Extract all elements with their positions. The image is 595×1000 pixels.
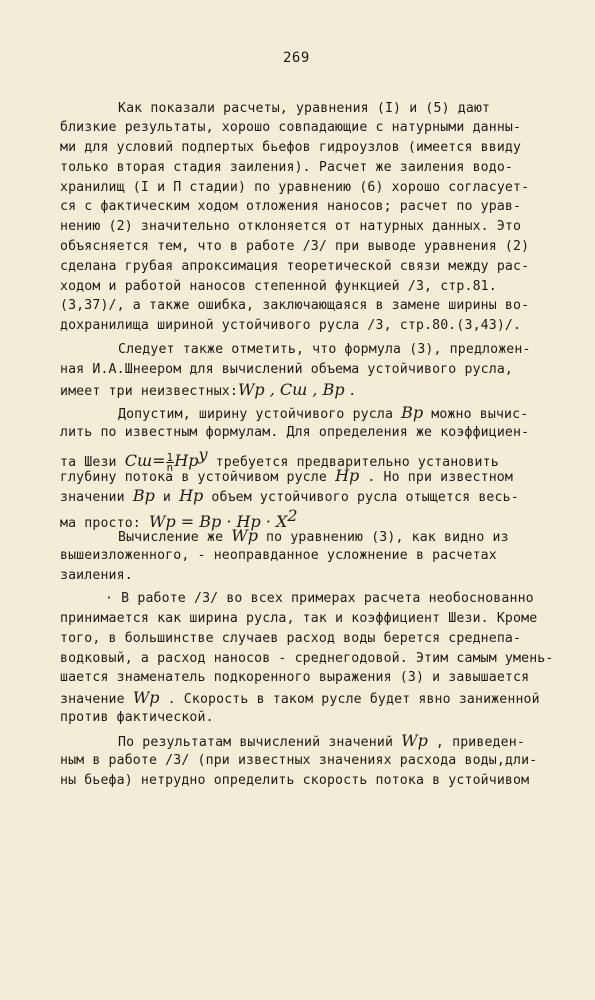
text-line: только вторая стадия заиления). Расчет же заиления водо- — [60, 160, 514, 175]
line-text: ма просто: — [60, 516, 141, 531]
handwritten-variable: Hp — [174, 451, 199, 470]
line-text: требуется предварительно установить — [215, 455, 499, 470]
text-line: близкие результаты, хорошо совпадающие с натурными данны- — [60, 120, 522, 135]
handwritten-variable: Bp — [401, 403, 424, 422]
line-text: значении — [60, 490, 125, 505]
text-line: объясняется тем, что в работе /3/ при выводе уравнения (2) — [60, 239, 530, 254]
line-text: значение — [60, 692, 125, 707]
text-line: та Шези Cш= $\frac{1}{n}$ Hp$^y$ требуется предварительно установить — [60, 445, 499, 474]
text-line: ны бьефа) нетрудно определить скорость потока в устойчивом — [60, 773, 530, 788]
text-line: вышеизложенного, - неоправданное усложнение в расчетах — [60, 548, 497, 563]
text-line: · В работе /3/ во всех примерах расчета необоснованно — [105, 591, 534, 606]
text-line: шается знаменатель подкоренного выражения (3) и завышается — [60, 670, 530, 685]
text-line: сделана грубая апроксимация теоретической связи между рас- — [60, 259, 530, 274]
handwritten-variable: Bp — [132, 486, 155, 505]
text-line: хранилищ (I и П стадии) по уравнению (6) хорошо согласует- — [60, 180, 530, 195]
text-line — [118, 405, 528, 423]
line-text: можно вычис- — [431, 407, 529, 422]
text-line: водковый, а расход наносов - среднегодовой. Этим самым умень- — [60, 651, 554, 666]
text-line — [60, 488, 519, 506]
handwritten-fraction: $\frac{1}{n}$ — [166, 450, 174, 474]
text-line: (3,37)/, а также ошибка, заключающаяся в замене ширины во- — [60, 298, 530, 313]
line-text: глубину потока в устойчивом русле — [60, 470, 327, 485]
handwritten-formula: Wp , Cш , Bp . — [237, 380, 355, 399]
handwritten-exponent: 2 — [287, 506, 298, 525]
text-line: ным в работе /3/ (при известных значениях расхода воды,дли- — [60, 753, 538, 768]
text-line — [60, 382, 355, 400]
text-line: ходом и работой наносов степенной функцией /3, стр.81. — [60, 279, 497, 294]
line-text: Вычисление же — [118, 530, 224, 545]
text-line: лить по известным формулам. Для определения же коэффициен- — [60, 425, 530, 440]
text-line: нению (2) значительно отклоняется от натурных данных. Это — [60, 219, 522, 234]
handwritten-variable: Wp — [132, 688, 160, 707]
line-text: по уравнению (3), как видно из — [266, 530, 509, 545]
line-text: объем устойчивого русла отыщется весь- — [211, 490, 519, 505]
text-line: заиления. — [60, 568, 133, 583]
text-line — [118, 733, 525, 751]
handwritten-variable: Hp — [335, 466, 360, 485]
line-text: . Но при известном — [367, 470, 513, 485]
line-text: Допустим, ширину устойчивого русла — [118, 407, 394, 422]
text-line: ся с фактическим ходом отложения наносов; расчет по урав- — [60, 199, 522, 214]
text-line: против фактической. — [60, 710, 214, 725]
handwritten-exponent: y — [198, 445, 208, 464]
text-line: ми для условий подпертых бьефов гидроузлов (имеется ввиду — [60, 140, 522, 155]
line-text: та Шези — [60, 455, 117, 470]
handwritten-variable: Cш — [124, 451, 153, 470]
text-line — [118, 528, 509, 546]
line-text: По результатам вычислений значений — [118, 735, 394, 750]
text-line: принимается как ширина русла, так и коэффициент Шези. Кроме — [60, 611, 538, 626]
line-text: . Скорость в таком русле будет явно заниженной — [167, 692, 540, 707]
handwritten-variable: Wp — [231, 526, 258, 545]
text-line: Как показали расчеты, уравнения (I) и (5) дают — [118, 101, 491, 116]
text-line — [60, 690, 540, 708]
text-line: ная И.А.Шнеером для вычислений объема устойчивого русла, — [60, 362, 514, 377]
handwritten-variable: Wp — [401, 731, 428, 750]
page-number: 269 — [283, 50, 310, 66]
text-line: того, в большинстве случаев расход воды берется среднепа- — [60, 631, 522, 646]
text-line: дохранилища шириной устойчивого русла /3, стр.80.(3,43)/. — [60, 318, 522, 333]
line-text: , приведен- — [435, 735, 525, 750]
text-line: Следует также отметить, что формула (3), предложен- — [118, 342, 531, 357]
handwritten-variable: Hp — [179, 486, 204, 505]
line-text: и — [162, 490, 171, 505]
text-line — [60, 468, 513, 486]
line-text: имеет три неизвестных: — [60, 384, 238, 399]
handwritten-formula: Wp = Bp · Hp · X — [149, 512, 288, 531]
